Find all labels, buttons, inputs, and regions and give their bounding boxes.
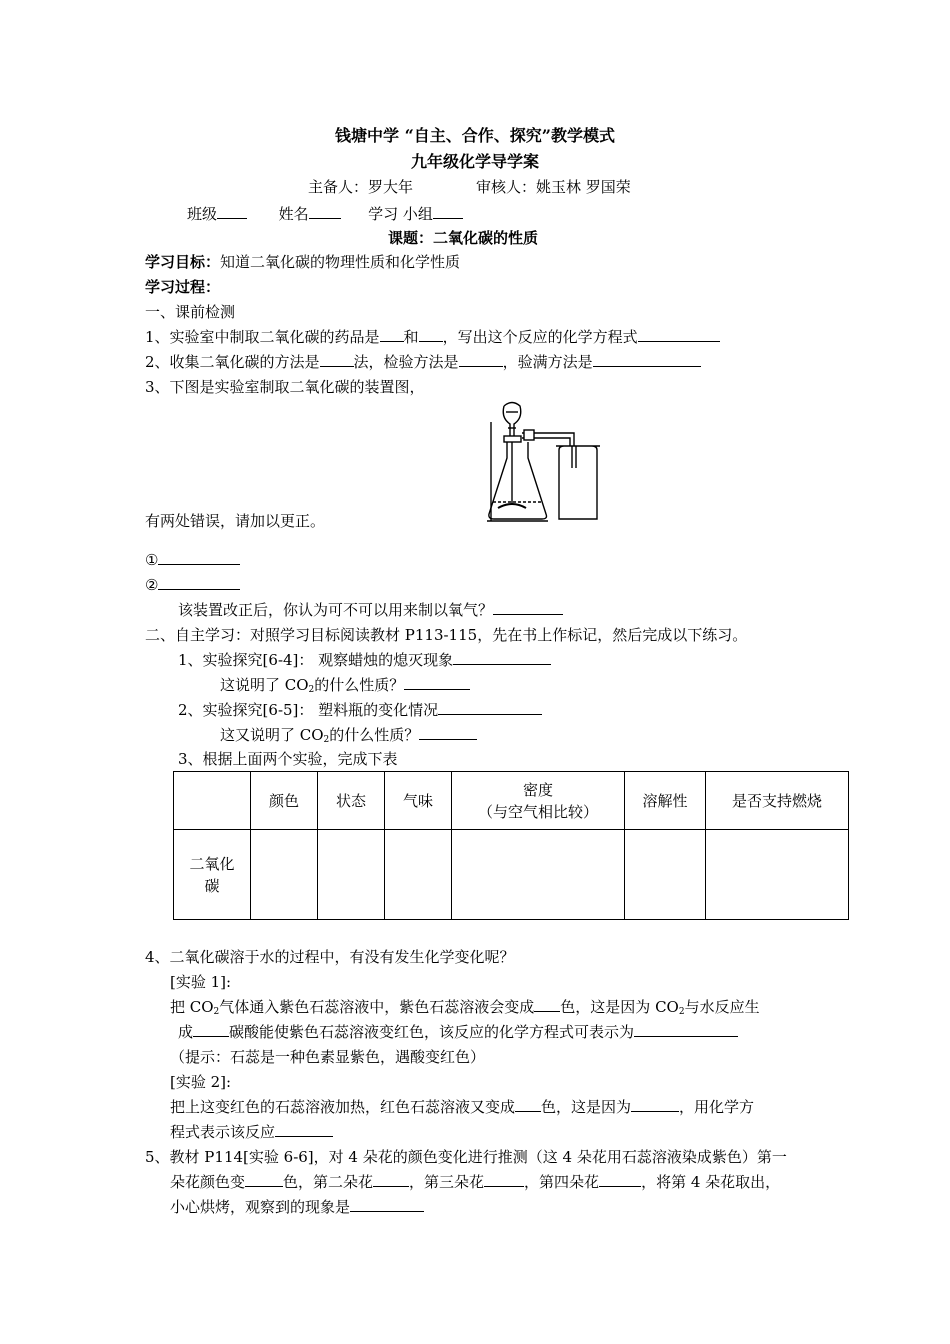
objective-label: 学习目标： bbox=[145, 253, 221, 271]
s4-line1 bbox=[170, 997, 760, 1022]
mark-1: ① bbox=[145, 551, 159, 569]
student-info-line bbox=[187, 204, 463, 224]
q2-text-c: ，验满方法是 bbox=[502, 353, 593, 371]
subscript-2: 2 bbox=[678, 1007, 685, 1017]
s4-l1d: 与水反应生 bbox=[684, 998, 760, 1016]
group-label: 学习 小组 bbox=[368, 205, 433, 223]
s5-l2a: 朵花颜色变 bbox=[170, 1173, 246, 1191]
correction-1 bbox=[145, 550, 240, 570]
oxygen-blank[interactable] bbox=[493, 600, 563, 615]
reviewer: 审核人：姚玉林 罗国荣 bbox=[476, 178, 631, 196]
header-odor: 气味 bbox=[385, 772, 452, 830]
q1 bbox=[145, 327, 720, 347]
class-label: 班级 bbox=[187, 205, 218, 223]
name-blank[interactable] bbox=[309, 204, 341, 219]
s5-l2b: 色，第二朵花 bbox=[283, 1173, 374, 1191]
q2-text-b: 法，检验方法是 bbox=[353, 353, 459, 371]
oxygen-question-text: 该装置改正后，你认为可不可以用来制以氧气？ bbox=[178, 601, 494, 619]
s4-line4 bbox=[170, 1122, 333, 1142]
s4-exp2-label: [实验 2]: bbox=[170, 1073, 232, 1091]
class-blank[interactable] bbox=[217, 204, 247, 219]
preparer: 主备人：罗大年 bbox=[308, 178, 414, 196]
s4-reaction-blank[interactable] bbox=[275, 1122, 333, 1137]
q1-blank-3[interactable] bbox=[638, 327, 720, 342]
cell-state[interactable] bbox=[318, 830, 385, 920]
s5-line1: 5、教材 P114[实验 6-6]，对 4 朵花的颜色变化进行推测（这 4 朵花用石蕊溶液染成紫色）第一 bbox=[145, 1148, 787, 1166]
header-density-label: 密度 bbox=[522, 780, 553, 799]
s5-l2e: ，将第 4 朵花取出， bbox=[641, 1173, 781, 1191]
row-label-line2: 碳 bbox=[204, 876, 220, 895]
group-blank[interactable] bbox=[433, 204, 463, 219]
exp2-question bbox=[220, 725, 477, 750]
q3: 3、下图是实验室制取二氧化碳的装置图， bbox=[145, 378, 425, 396]
exp2-text: 2、实验探究[6-5]： 塑料瓶的变化情况 bbox=[178, 701, 439, 719]
exp2-q-blank[interactable] bbox=[419, 725, 477, 740]
exp2 bbox=[178, 700, 542, 720]
s5-flower4-blank[interactable] bbox=[599, 1172, 641, 1187]
header-density-note: （与空气相比较） bbox=[477, 802, 598, 821]
header-combustion: 是否支持燃烧 bbox=[706, 772, 849, 830]
objective-text: 知道二氧化碳的物理性质和化学性质 bbox=[220, 253, 461, 271]
topic: 课题：二氧化碳的性质 bbox=[388, 229, 539, 247]
s4-line2 bbox=[178, 1022, 738, 1042]
s4-l3b: 色，这是因为 bbox=[541, 1098, 632, 1116]
exp1 bbox=[178, 650, 551, 670]
header-state: 状态 bbox=[318, 772, 385, 830]
s4-l1c: 色，这是因为 CO bbox=[560, 998, 679, 1016]
header-color: 颜色 bbox=[251, 772, 318, 830]
q2-blank-3[interactable] bbox=[593, 352, 701, 367]
exp1-text: 1、实验探究[6-4]： 观察蜡烛的熄灭现象 bbox=[178, 651, 454, 669]
exp2-q-pre: 这又说明了 CO bbox=[220, 726, 324, 744]
cell-combustion[interactable] bbox=[706, 830, 849, 920]
correction-2 bbox=[145, 575, 240, 595]
cell-density[interactable] bbox=[452, 830, 625, 920]
s5-l2c: ，第三朵花 bbox=[409, 1173, 485, 1191]
s4-exp1-label: [实验 1]: bbox=[170, 973, 232, 991]
section2-heading: 二、自主学习：对照学习目标阅读教材 P113-115，先在书上作标记，然后完成以下练习。 bbox=[145, 626, 748, 644]
exp1-q-post: 的什么性质？ bbox=[314, 676, 405, 694]
correction-1-blank[interactable] bbox=[158, 550, 240, 565]
s5-l2d: ，第四朵花 bbox=[524, 1173, 600, 1191]
s4-hint: （提示：石蕊是一种色素显紫色，遇酸变红色） bbox=[170, 1048, 486, 1066]
s4-l3c: ，用化学方 bbox=[679, 1098, 755, 1116]
row-label-line1: 二氧化 bbox=[189, 854, 235, 873]
s4-l2a: 成 bbox=[178, 1023, 194, 1041]
s5-line3 bbox=[170, 1197, 424, 1217]
s4-line3 bbox=[170, 1097, 754, 1117]
subscript-2: 2 bbox=[308, 685, 315, 695]
q2-blank-2[interactable] bbox=[459, 352, 503, 367]
doc-subtitle: 九年级化学导学案 bbox=[410, 152, 539, 171]
s4-color-blank[interactable] bbox=[534, 997, 560, 1012]
q1-blank-2[interactable] bbox=[419, 327, 443, 342]
q2 bbox=[145, 352, 701, 372]
process-label: 学习过程： bbox=[145, 278, 221, 296]
row-label-co2 bbox=[174, 830, 251, 920]
s5-l3: 小心烘烤，观察到的现象是 bbox=[170, 1198, 351, 1216]
cell-solubility[interactable] bbox=[625, 830, 706, 920]
header-solubility: 溶解性 bbox=[625, 772, 706, 830]
section1-heading: 一、课前检测 bbox=[145, 303, 236, 321]
oxygen-question bbox=[178, 600, 563, 620]
s4-reason-blank[interactable] bbox=[631, 1097, 679, 1112]
item3: 3、根据上面两个实验，完成下表 bbox=[178, 750, 398, 768]
header-density bbox=[452, 772, 625, 830]
name-label: 姓名 bbox=[278, 205, 309, 223]
exp1-blank[interactable] bbox=[453, 650, 551, 665]
subscript-2: 2 bbox=[213, 1007, 220, 1017]
exp1-q-blank[interactable] bbox=[404, 675, 470, 690]
exp2-q-post: 的什么性质？ bbox=[329, 726, 420, 744]
cell-color[interactable] bbox=[251, 830, 318, 920]
s4-color2-blank[interactable] bbox=[515, 1097, 541, 1112]
q1-text-a: 1、实验室中制取二氧化碳的药品是 bbox=[145, 328, 380, 346]
objective bbox=[145, 252, 460, 272]
s4-l3a: 把上这变红色的石蕊溶液加热，红色石蕊溶液又变成 bbox=[170, 1098, 516, 1116]
exp2-blank[interactable] bbox=[438, 700, 542, 715]
mark-2: ② bbox=[145, 576, 159, 594]
table-corner bbox=[174, 772, 251, 830]
s4-product-blank[interactable] bbox=[193, 1022, 229, 1037]
s4-l1b: 气体通入紫色石蕊溶液中，紫色石蕊溶液会变成 bbox=[219, 998, 535, 1016]
s5-flower2-blank[interactable] bbox=[373, 1172, 409, 1187]
exp1-q-pre: 这说明了 CO bbox=[220, 676, 309, 694]
s5-flower3-blank[interactable] bbox=[484, 1172, 524, 1187]
errors-text: 有两处错误，请加以更正。 bbox=[145, 512, 326, 530]
s4-l2b: 碳酸能使紫色石蕊溶液变红色，该反应的化学方程式可表示为 bbox=[229, 1023, 635, 1041]
exp1-question bbox=[220, 675, 470, 700]
apparatus-diagram bbox=[482, 400, 612, 525]
s4-l1a: 把 CO bbox=[170, 998, 214, 1016]
properties-table bbox=[173, 771, 849, 920]
q1-blank-1[interactable] bbox=[380, 327, 404, 342]
subscript-2: 2 bbox=[323, 735, 330, 745]
s5-phenomenon-blank[interactable] bbox=[350, 1197, 424, 1212]
q1-text-b: 和 bbox=[403, 328, 419, 346]
correction-2-blank[interactable] bbox=[158, 575, 240, 590]
s4-equation-blank[interactable] bbox=[634, 1022, 738, 1037]
s5-line2 bbox=[170, 1172, 780, 1192]
cell-odor[interactable] bbox=[385, 830, 452, 920]
s5-flower1-blank[interactable] bbox=[245, 1172, 283, 1187]
s4-l4: 程式表示该反应 bbox=[170, 1123, 276, 1141]
q2-text-a: 2、收集二氧化碳的方法是 bbox=[145, 353, 320, 371]
q1-text-c: ，写出这个反应的化学方程式 bbox=[442, 328, 638, 346]
q2-blank-1[interactable] bbox=[320, 352, 354, 367]
section4-question: 4、二氧化碳溶于水的过程中，有没有发生化学变化呢？ bbox=[145, 948, 515, 966]
doc-title: 钱塘中学 “自主、合作、探究”教学模式 bbox=[335, 126, 615, 145]
